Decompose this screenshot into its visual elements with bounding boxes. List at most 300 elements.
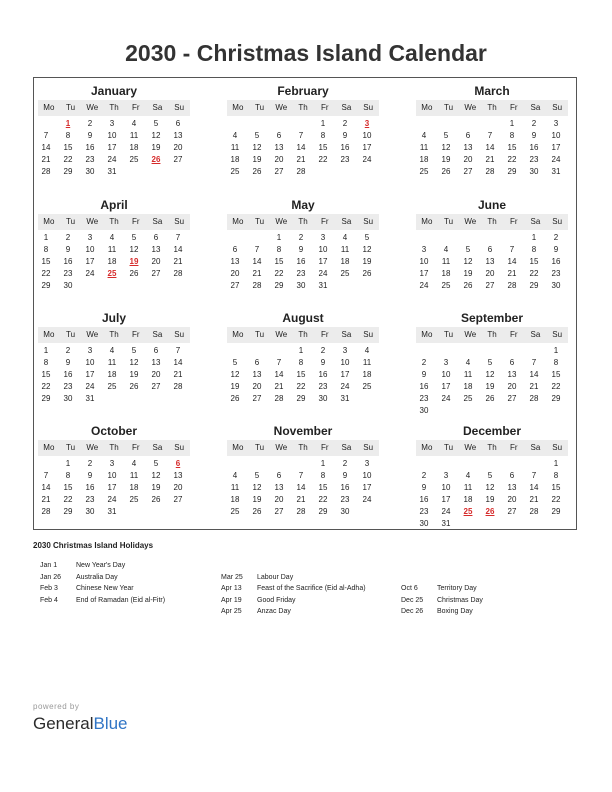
empty-cell — [501, 232, 523, 244]
day-cell: 1 — [276, 233, 282, 242]
day-cell: 16 — [85, 483, 95, 492]
empty-cell — [268, 345, 290, 357]
day-grid — [413, 458, 567, 530]
weekday-label: Sa — [152, 443, 163, 452]
day-cell: 20 — [274, 155, 284, 164]
month-name: June — [477, 198, 506, 212]
day-cell: 28 — [507, 281, 517, 290]
empty-cell — [435, 345, 457, 357]
month-december — [416, 424, 568, 530]
month-name: March — [474, 84, 510, 98]
empty-cell — [413, 458, 435, 470]
day-cell: 20 — [173, 483, 183, 492]
day-cell: 25 — [441, 281, 451, 290]
day-cell: 12 — [252, 143, 262, 152]
day-cell: 27 — [151, 382, 161, 391]
holiday-day: 3 — [364, 119, 370, 128]
day-cell: 18 — [230, 155, 240, 164]
day-cell: 4 — [421, 131, 427, 140]
holiday-name: End of Ramadan (Eid al-Fitr) — [76, 596, 166, 604]
weekday-header — [416, 327, 568, 343]
day-cell: 30 — [296, 281, 306, 290]
weekday-label: Fr — [131, 103, 140, 112]
day-cell: 31 — [340, 394, 350, 403]
day-cell: 25 — [129, 495, 139, 504]
day-cell: 25 — [362, 382, 372, 391]
holiday-date: Jan 26 — [40, 573, 62, 581]
day-cell: 28 — [274, 394, 284, 403]
weekday-header — [38, 327, 190, 343]
day-cell: 17 — [362, 143, 372, 152]
day-cell: 23 — [296, 269, 306, 278]
day-cell: 30 — [63, 281, 73, 290]
day-cell: 7 — [509, 245, 515, 254]
empty-cell — [457, 458, 479, 470]
month-name: August — [282, 311, 324, 325]
month-june — [416, 198, 568, 292]
empty-cell — [523, 458, 545, 470]
day-cell: 31 — [441, 519, 451, 528]
day-cell: 4 — [131, 459, 137, 468]
day-cell: 9 — [553, 245, 559, 254]
weekday-label: Th — [109, 330, 119, 339]
weekday-label: Fr — [509, 103, 518, 112]
day-cell: 30 — [318, 394, 328, 403]
day-cell: 6 — [487, 245, 493, 254]
day-cell: 21 — [173, 370, 183, 379]
day-cell: 28 — [41, 507, 51, 516]
day-cell: 18 — [441, 269, 451, 278]
day-cell: 20 — [274, 495, 284, 504]
day-cell: 10 — [107, 131, 117, 140]
day-cell: 23 — [85, 155, 95, 164]
day-cell: 8 — [553, 358, 559, 367]
day-cell: 27 — [274, 507, 284, 516]
weekday-label: Tu — [66, 103, 76, 112]
weekday-label: Sa — [530, 443, 541, 452]
day-cell: 6 — [153, 346, 159, 355]
day-cell: 13 — [151, 358, 161, 367]
day-cell: 1 — [43, 346, 49, 355]
day-cell: 27 — [274, 167, 284, 176]
holiday-row — [40, 560, 215, 572]
holiday-name: Chinese New Year — [76, 585, 134, 592]
holiday-row — [40, 572, 215, 584]
day-cell: 11 — [419, 143, 429, 152]
month-february — [227, 84, 379, 178]
day-cell: 4 — [109, 233, 115, 242]
day-cell: 12 — [485, 483, 495, 492]
day-cell: 9 — [342, 131, 348, 140]
weekday-label: Su — [552, 443, 563, 452]
day-cell: 6 — [465, 131, 471, 140]
weekday-label: Mo — [421, 330, 433, 339]
day-cell: 18 — [107, 370, 117, 379]
day-cell: 30 — [63, 394, 73, 403]
day-cell: 4 — [109, 346, 115, 355]
day-cell: 20 — [173, 143, 183, 152]
day-cell: 10 — [362, 471, 372, 480]
day-cell: 5 — [153, 119, 159, 128]
day-cell: 23 — [63, 382, 73, 391]
day-cell: 14 — [41, 143, 51, 152]
day-cell: 22 — [318, 155, 328, 164]
day-cell: 22 — [551, 495, 561, 504]
day-cell: 16 — [340, 483, 350, 492]
weekday-label: Mo — [421, 103, 433, 112]
holiday-row — [221, 583, 396, 595]
day-cell: 17 — [318, 257, 328, 266]
month-name: November — [273, 424, 333, 438]
day-cell: 25 — [419, 167, 429, 176]
day-cell: 11 — [129, 131, 139, 140]
day-cell: 23 — [419, 394, 429, 403]
day-cell: 3 — [443, 471, 449, 480]
weekday-label: Mo — [232, 330, 244, 339]
weekday-label: We — [464, 103, 477, 112]
day-cell: 31 — [107, 507, 117, 516]
holiday-name: Anzac Day — [257, 608, 291, 615]
day-cell: 10 — [551, 131, 561, 140]
day-cell: 19 — [230, 382, 240, 391]
day-cell: 20 — [252, 382, 262, 391]
day-cell: 5 — [254, 131, 260, 140]
weekday-label: Sa — [152, 103, 163, 112]
day-cell: 14 — [173, 245, 183, 254]
day-cell: 7 — [43, 131, 49, 140]
weekday-label: Su — [363, 443, 374, 452]
day-cell: 9 — [421, 483, 427, 492]
day-cell: 1 — [65, 459, 71, 468]
day-cell: 17 — [551, 143, 561, 152]
holiday-name: Good Friday — [257, 596, 296, 604]
empty-cell — [268, 458, 290, 470]
day-cell: 3 — [364, 459, 370, 468]
day-cell: 28 — [296, 167, 306, 176]
day-cell: 18 — [129, 483, 139, 492]
day-cell: 11 — [230, 143, 240, 152]
empty-cell — [224, 458, 246, 470]
holiday-day: 1 — [65, 119, 71, 128]
day-cell: 8 — [553, 471, 559, 480]
day-cell: 31 — [85, 394, 95, 403]
holiday-name: New Year's Day — [76, 562, 126, 569]
weekday-header — [227, 327, 379, 343]
day-cell: 13 — [274, 483, 284, 492]
weekday-header — [38, 440, 190, 456]
weekday-label: Tu — [444, 103, 454, 112]
generalblue-logo[interactable] — [33, 714, 128, 734]
day-cell: 17 — [107, 143, 117, 152]
day-cell: 2 — [421, 358, 427, 367]
day-cell: 21 — [252, 269, 262, 278]
holiday-date: Jan 1 — [40, 562, 58, 569]
day-cell: 14 — [274, 370, 284, 379]
day-cell: 18 — [230, 495, 240, 504]
day-cell: 10 — [318, 245, 328, 254]
day-cell: 19 — [485, 382, 495, 391]
day-cell: 22 — [41, 382, 51, 391]
day-cell: 2 — [87, 119, 93, 128]
day-cell: 25 — [230, 167, 240, 176]
day-cell: 17 — [362, 483, 372, 492]
day-cell: 26 — [463, 281, 473, 290]
weekday-header — [416, 214, 568, 230]
holiday-date: Apr 19 — [221, 596, 242, 604]
day-cell: 23 — [551, 269, 561, 278]
day-cell: 19 — [151, 143, 161, 152]
weekday-label: Fr — [509, 330, 518, 339]
day-cell: 26 — [485, 394, 495, 403]
weekday-label: We — [86, 443, 99, 452]
day-cell: 9 — [87, 131, 93, 140]
day-cell: 23 — [340, 155, 350, 164]
day-cell: 26 — [151, 495, 161, 504]
day-cell: 16 — [318, 370, 328, 379]
weekday-label: We — [86, 217, 99, 226]
weekday-label: Th — [298, 217, 308, 226]
day-cell: 26 — [230, 394, 240, 403]
day-cell: 12 — [151, 131, 161, 140]
day-cell: 10 — [340, 358, 350, 367]
holiday-day: 25 — [107, 269, 117, 278]
day-grid — [35, 232, 189, 292]
empty-cell — [246, 458, 268, 470]
empty-cell — [457, 232, 479, 244]
day-grid — [35, 458, 189, 518]
weekday-label: Sa — [530, 103, 541, 112]
day-cell: 8 — [43, 245, 49, 254]
weekday-label: Th — [487, 443, 497, 452]
day-cell: 29 — [529, 281, 539, 290]
day-cell: 17 — [85, 370, 95, 379]
day-cell: 24 — [441, 507, 451, 516]
day-cell: 11 — [129, 471, 139, 480]
empty-cell — [435, 118, 457, 130]
empty-cell — [246, 118, 268, 130]
day-cell: 29 — [551, 507, 561, 516]
day-cell: 12 — [129, 358, 139, 367]
day-cell: 24 — [85, 382, 95, 391]
day-cell: 22 — [63, 495, 73, 504]
day-cell: 13 — [252, 370, 262, 379]
day-cell: 3 — [443, 358, 449, 367]
weekday-label: Fr — [509, 217, 518, 226]
day-cell: 20 — [151, 257, 161, 266]
day-cell: 2 — [320, 346, 326, 355]
day-cell: 26 — [362, 269, 372, 278]
holiday-name: Labour Day — [257, 573, 294, 581]
empty-cell — [435, 232, 457, 244]
empty-cell — [224, 232, 246, 244]
holiday-row — [40, 583, 215, 595]
day-cell: 18 — [463, 495, 473, 504]
day-cell: 17 — [441, 382, 451, 391]
day-cell: 14 — [529, 483, 539, 492]
day-cell: 31 — [318, 281, 328, 290]
day-cell: 24 — [107, 495, 117, 504]
day-cell: 8 — [65, 471, 71, 480]
day-cell: 10 — [419, 257, 429, 266]
day-cell: 28 — [41, 167, 51, 176]
powered-by-text: powered by — [33, 702, 80, 711]
day-cell: 13 — [507, 483, 517, 492]
holiday-row — [221, 572, 396, 584]
day-cell: 16 — [529, 143, 539, 152]
weekday-label: Tu — [66, 443, 76, 452]
day-cell: 23 — [340, 495, 350, 504]
holiday-row — [401, 595, 576, 607]
day-cell: 15 — [529, 257, 539, 266]
day-cell: 2 — [298, 233, 304, 242]
day-cell: 22 — [41, 269, 51, 278]
day-cell: 8 — [65, 131, 71, 140]
day-cell: 7 — [254, 245, 260, 254]
month-october — [38, 424, 190, 518]
weekday-label: Fr — [320, 217, 329, 226]
day-cell: 28 — [529, 507, 539, 516]
weekday-header — [227, 214, 379, 230]
weekday-label: Mo — [232, 103, 244, 112]
weekday-label: Tu — [255, 330, 265, 339]
day-grid — [224, 232, 378, 292]
day-cell: 6 — [153, 233, 159, 242]
holiday-row — [221, 606, 396, 618]
brand-part1: General — [33, 714, 94, 733]
weekday-label: We — [464, 217, 477, 226]
day-cell: 9 — [65, 358, 71, 367]
day-cell: 16 — [419, 382, 429, 391]
weekday-label: Tu — [444, 217, 454, 226]
day-cell: 15 — [551, 483, 561, 492]
day-cell: 5 — [131, 346, 137, 355]
day-cell: 28 — [173, 269, 183, 278]
day-cell: 2 — [553, 233, 559, 242]
day-cell: 21 — [173, 257, 183, 266]
weekday-label: Su — [552, 330, 563, 339]
empty-cell — [290, 118, 312, 130]
empty-cell — [224, 118, 246, 130]
day-cell: 24 — [318, 269, 328, 278]
day-cell: 26 — [129, 382, 139, 391]
month-name: October — [90, 424, 137, 438]
day-cell: 18 — [107, 257, 117, 266]
day-cell: 5 — [232, 358, 238, 367]
day-cell: 3 — [553, 119, 559, 128]
day-cell: 29 — [63, 507, 73, 516]
day-cell: 30 — [340, 507, 350, 516]
day-cell: 22 — [274, 269, 284, 278]
day-cell: 4 — [232, 131, 238, 140]
weekday-label: Sa — [530, 217, 541, 226]
empty-cell — [224, 345, 246, 357]
day-cell: 16 — [551, 257, 561, 266]
day-cell: 8 — [531, 245, 537, 254]
weekday-label: Mo — [43, 330, 55, 339]
weekday-label: Su — [174, 103, 185, 112]
holiday-name: Feast of the Sacrifice (Eid al-Adha) — [257, 585, 366, 592]
day-cell: 18 — [463, 382, 473, 391]
day-cell: 27 — [507, 394, 517, 403]
weekday-header — [227, 440, 379, 456]
month-august — [227, 311, 379, 405]
day-cell: 3 — [87, 346, 93, 355]
weekday-label: Th — [109, 443, 119, 452]
day-cell: 2 — [65, 346, 71, 355]
day-cell: 27 — [230, 281, 240, 290]
holiday-row — [401, 606, 576, 618]
holiday-date: Feb 3 — [40, 585, 58, 592]
weekday-header — [416, 100, 568, 116]
day-cell: 7 — [487, 131, 493, 140]
day-cell: 24 — [362, 495, 372, 504]
holiday-name: Boxing Day — [437, 608, 473, 615]
day-cell: 25 — [107, 382, 117, 391]
month-name: December — [462, 424, 522, 438]
day-cell: 11 — [441, 257, 451, 266]
day-cell: 29 — [41, 394, 51, 403]
day-grid — [224, 458, 378, 518]
day-cell: 4 — [364, 346, 370, 355]
day-cell: 15 — [63, 143, 73, 152]
day-cell: 27 — [463, 167, 473, 176]
day-cell: 10 — [85, 245, 95, 254]
day-cell: 5 — [153, 459, 159, 468]
day-cell: 2 — [342, 459, 348, 468]
holiday-date: Feb 4 — [40, 596, 58, 604]
day-cell: 4 — [232, 471, 238, 480]
day-cell: 17 — [107, 483, 117, 492]
weekday-header — [227, 100, 379, 116]
weekday-label: Tu — [255, 217, 265, 226]
day-cell: 8 — [320, 131, 326, 140]
day-cell: 26 — [252, 507, 262, 516]
day-cell: 3 — [342, 346, 348, 355]
day-cell: 11 — [340, 245, 350, 254]
day-cell: 2 — [531, 119, 537, 128]
weekday-label: Tu — [66, 217, 76, 226]
day-cell: 14 — [252, 257, 262, 266]
day-cell: 24 — [551, 155, 561, 164]
day-cell: 30 — [85, 167, 95, 176]
day-cell: 15 — [318, 143, 328, 152]
day-cell: 19 — [485, 495, 495, 504]
weekday-label: Tu — [66, 330, 76, 339]
day-cell: 31 — [551, 167, 561, 176]
holiday-day: 25 — [463, 507, 473, 516]
day-cell: 15 — [296, 370, 306, 379]
day-cell: 24 — [419, 281, 429, 290]
weekday-label: Sa — [152, 330, 163, 339]
month-november — [227, 424, 379, 518]
weekday-label: Th — [109, 103, 119, 112]
day-cell: 12 — [252, 483, 262, 492]
day-cell: 17 — [340, 370, 350, 379]
day-cell: 21 — [41, 155, 51, 164]
day-cell: 27 — [151, 269, 161, 278]
weekday-label: We — [86, 103, 99, 112]
day-cell: 3 — [109, 119, 115, 128]
day-cell: 4 — [131, 119, 137, 128]
day-cell: 14 — [296, 483, 306, 492]
day-cell: 25 — [230, 507, 240, 516]
day-cell: 13 — [173, 471, 183, 480]
day-cell: 31 — [107, 167, 117, 176]
day-cell: 30 — [85, 507, 95, 516]
day-cell: 4 — [465, 471, 471, 480]
day-cell: 20 — [230, 269, 240, 278]
day-grid — [35, 118, 189, 178]
